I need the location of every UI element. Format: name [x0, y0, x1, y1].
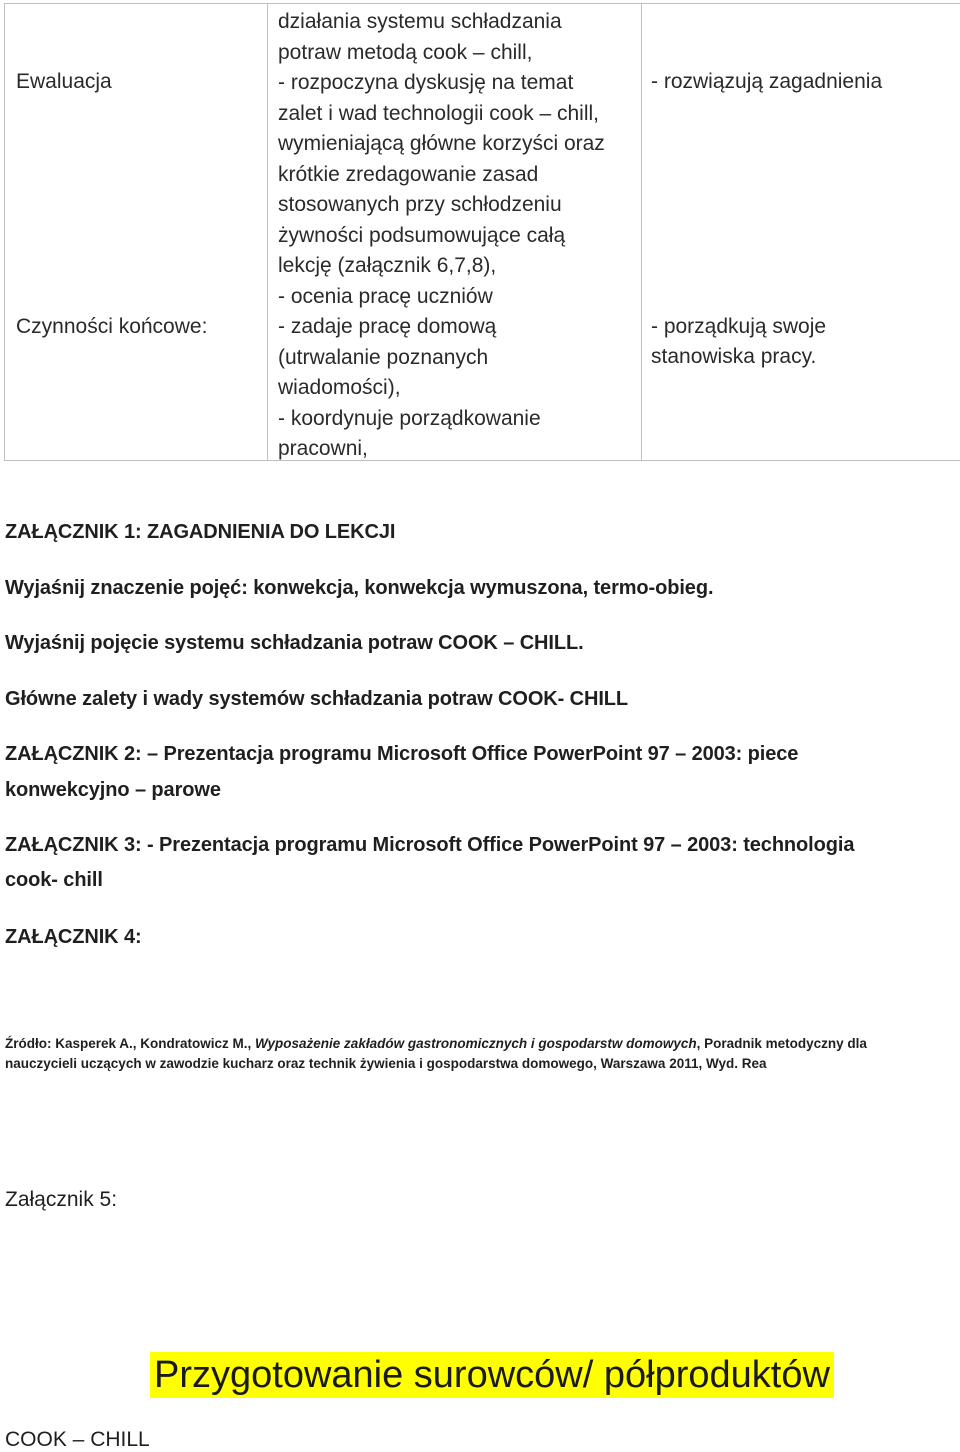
question-1: Wyjaśnij znaczenie pojęć: konwekcja, konwekcja wymuszona, termo-obieg.	[5, 577, 713, 600]
zalacznik-3-line1: ZAŁĄCZNIK 3: - Prezentacja programu Microsoft Office PowerPoint 97 – 2003: technologia	[5, 834, 854, 857]
zalacznik-4-heading: ZAŁĄCZNIK 4:	[5, 926, 142, 949]
zalacznik-3-line2: cook- chill	[5, 869, 103, 892]
question-3: Główne zalety i wady systemów schładzania potraw COOK- CHILL	[5, 688, 628, 711]
slide-title-highlighted: Przygotowanie surowców/ półproduktów	[150, 1352, 834, 1398]
teacher-line: lekcję (załącznik 6,7,8),	[278, 251, 638, 282]
lesson-table	[4, 3, 960, 461]
teacher-line: żywności podsumowujące całą	[278, 221, 638, 252]
table-cell-teacher-actions	[268, 4, 642, 461]
teacher-line: działania systemu schładzania	[278, 7, 638, 38]
source-line-2: nauczycieli uczących w zawodzie kucharz oraz technik żywienia i gospodarstwa domowego, Warszawa 2011, Wyd. Rea	[5, 1053, 767, 1074]
student-action-line: stanowiska pracy.	[651, 342, 816, 373]
source-prefix: Źródło: Kasperek A., Kondratowicz M.,	[5, 1036, 255, 1051]
teacher-line: - zadaje pracę domową	[278, 312, 638, 343]
zalacznik-1-heading: ZAŁĄCZNIK 1: ZAGADNIENIA DO LEKCJI	[5, 521, 395, 544]
source-line-1	[5, 1033, 867, 1054]
zalacznik-2-line2: konwekcyjno – parowe	[5, 779, 221, 802]
table-cell-labels	[5, 4, 268, 461]
teacher-line: pracowni,	[278, 434, 638, 465]
source-title: Wyposażenie zakładów gastronomicznych i gospodarstw domowych	[255, 1036, 697, 1051]
zalacznik-2-line1: ZAŁĄCZNIK 2: – Prezentacja programu Microsoft Office PowerPoint 97 – 2003: piece	[5, 743, 798, 766]
student-action-line: - porządkują swoje	[651, 312, 826, 343]
teacher-line: zalet i wad technologii cook – chill,	[278, 99, 638, 130]
teacher-line: - koordynuje porządkowanie	[278, 404, 638, 435]
zalacznik-5-heading: Załącznik 5:	[5, 1188, 117, 1212]
question-2: Wyjaśnij pojęcie systemu schładzania potraw COOK – CHILL.	[5, 632, 584, 655]
teacher-line: potraw metodą cook – chill,	[278, 38, 638, 69]
teacher-line: krótkie zredagowanie zasad	[278, 160, 638, 191]
teacher-line: (utrwalanie poznanych	[278, 343, 638, 374]
row-label-ewaluacja: Ewaluacja	[16, 67, 112, 98]
student-action-ewaluacja: - rozwiązują zagadnienia	[651, 67, 882, 98]
teacher-actions-text	[278, 7, 638, 465]
teacher-line: stosowanych przy schłodzeniu	[278, 190, 638, 221]
cook-chill-label: COOK – CHILL	[5, 1428, 150, 1452]
teacher-line: - ocenia pracę uczniów	[278, 282, 638, 313]
teacher-line: wymieniającą główne korzyści oraz	[278, 129, 638, 160]
table-cell-student-actions	[642, 4, 960, 461]
source-rest: , Poradnik metodyczny dla	[697, 1036, 867, 1051]
teacher-line: - rozpoczyna dyskusję na temat	[278, 68, 638, 99]
row-label-czynnosci-koncowe: Czynności końcowe:	[16, 312, 207, 343]
teacher-line: wiadomości),	[278, 373, 638, 404]
